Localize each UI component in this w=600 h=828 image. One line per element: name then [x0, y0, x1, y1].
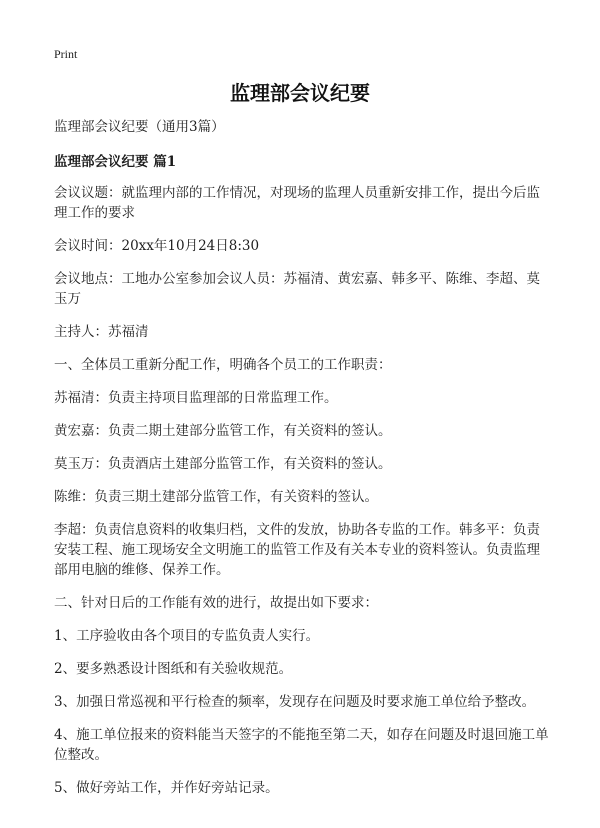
- duty-item: 莫玉万：负责酒店土建部分监管工作，有关资料的签认。: [54, 456, 392, 472]
- requirement-item: 1、工序验收由各个项目的专监负责人实行。: [54, 628, 320, 644]
- meeting-host: 主持人：苏福清: [54, 324, 149, 340]
- document-body: [54, 117, 550, 811]
- duty-item: 黄宏嘉：负责二期土建部分监管工作，有关资料的签认。: [54, 423, 392, 439]
- section-heading: 监理部会议纪要 篇1: [54, 154, 177, 170]
- duty-item: 李超：负责信息资料的收集归档，文件的发放，协助各专监的工作。韩多平：负责安装工程、施工现场安全文明施工的监管工作及有关本专业的资料签认。负责监理部用电脑的维修、保养工作。: [54, 522, 540, 578]
- requirement-item: 5、做好旁站工作，并作好旁站记录。: [54, 780, 279, 796]
- duty-item: 苏福清：负责主持项目监理部的日常监理工作。: [54, 390, 338, 406]
- duty-item: 陈维：负责三期土建部分监管工作，有关资料的签认。: [54, 489, 378, 505]
- print-label[interactable]: Print: [54, 47, 78, 61]
- meeting-time: 会议时间：20xx年10月24日8:30: [54, 238, 260, 254]
- section-one-heading: 一、全体员工重新分配工作，明确各个员工的工作职责：: [54, 357, 392, 373]
- meeting-topic: 会议议题：就监理内部的工作情况，对现场的监理人员重新安排工作，提出今后监理工作的要求: [54, 185, 540, 221]
- section-two-heading: 二、针对日后的工作能有效的进行，故提出如下要求：: [54, 595, 378, 611]
- requirement-item: 2、要多熟悉设计图纸和有关验收规范。: [54, 661, 293, 677]
- meeting-location: 会议地点：工地办公室参加会议人员：苏福清、黄宏嘉、韩多平、陈维、李超、莫玉万: [54, 271, 540, 307]
- document-subtitle: 监理部会议纪要（通用3篇）: [54, 119, 225, 135]
- requirement-item: 3、加强日常巡视和平行检查的频率，发现存在问题及时要求施工单位给予整改。: [54, 694, 536, 710]
- document-title: 监理部会议纪要: [230, 81, 370, 105]
- requirement-item: 4、施工单位报来的资料能当天签字的不能拖至第二天，如存在问题及时退回施工单位整改。: [54, 727, 549, 763]
